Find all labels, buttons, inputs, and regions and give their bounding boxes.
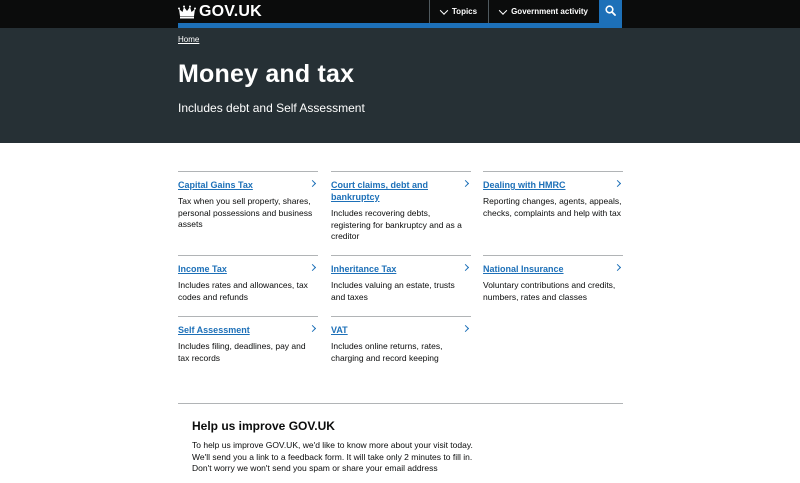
topic-link-dealing-with-hmrc[interactable] bbox=[483, 179, 623, 191]
header-nav bbox=[429, 0, 622, 23]
feedback-title: Help us improve GOV.UK bbox=[192, 419, 335, 433]
crown-icon bbox=[178, 5, 196, 19]
topic-link-label: National Insurance bbox=[483, 264, 564, 274]
topics-menu-button[interactable] bbox=[429, 0, 488, 23]
topic-link-self-assessment[interactable] bbox=[178, 324, 318, 336]
breadcrumb-home-link[interactable]: Home bbox=[178, 35, 200, 44]
topic-link-label: Capital Gains Tax bbox=[178, 180, 253, 190]
search-button[interactable] bbox=[599, 0, 622, 23]
topic-description: Includes filing, deadlines, pay and tax records bbox=[178, 341, 306, 363]
logo-text: GOV.UK bbox=[199, 3, 262, 20]
search-icon bbox=[605, 3, 616, 21]
topic-link-label: Dealing with HMRC bbox=[483, 180, 566, 190]
chevron-right-icon bbox=[309, 264, 316, 271]
chevron-right-icon bbox=[462, 325, 469, 332]
government-activity-menu-button[interactable] bbox=[488, 0, 599, 23]
topic-description: Includes online returns, rates, charging and record keeping bbox=[331, 341, 443, 363]
topic-card bbox=[178, 255, 318, 303]
government-activity-menu-label: Government activity bbox=[511, 7, 588, 16]
hero-container bbox=[178, 28, 622, 143]
chevron-right-icon bbox=[309, 180, 316, 187]
topic-link-court-claims-debt-bankruptcy[interactable] bbox=[331, 179, 471, 203]
page-title: Money and tax bbox=[178, 60, 355, 88]
chevron-right-icon bbox=[462, 264, 469, 271]
topic-description: Includes valuing an estate, trusts and taxes bbox=[331, 280, 455, 302]
topic-link-label: Income Tax bbox=[178, 264, 227, 274]
topic-link-vat[interactable] bbox=[331, 324, 471, 336]
topic-link-label: Court claims, debt and bankruptcy bbox=[331, 180, 429, 202]
topics-menu-label: Topics bbox=[451, 7, 478, 16]
topic-link-inheritance-tax[interactable] bbox=[331, 263, 471, 275]
chevron-down-icon bbox=[499, 6, 507, 14]
topic-link-income-tax[interactable] bbox=[178, 263, 318, 275]
chevron-down-icon bbox=[440, 6, 448, 14]
topic-card bbox=[178, 171, 318, 231]
topic-card bbox=[331, 316, 471, 364]
page-description: Includes debt and Self Assessment bbox=[178, 101, 365, 115]
topic-link-capital-gains-tax[interactable] bbox=[178, 179, 318, 191]
topic-description: Reporting changes, agents, appeals, checks, complaints and help with tax bbox=[483, 196, 622, 218]
topic-description: Tax when you sell property, shares, personal possessions and business assets bbox=[178, 196, 313, 229]
govuk-logo-link[interactable] bbox=[178, 3, 262, 21]
chevron-right-icon bbox=[614, 264, 621, 271]
topic-card bbox=[178, 316, 318, 364]
topic-description: Voluntary contributions and credits, numbers, rates and classes bbox=[483, 280, 616, 302]
topic-card bbox=[331, 255, 471, 303]
topic-link-national-insurance[interactable] bbox=[483, 263, 623, 275]
chevron-right-icon bbox=[309, 325, 316, 332]
chevron-right-icon bbox=[614, 180, 621, 187]
feedback-section bbox=[178, 403, 623, 483]
topic-description: Includes recovering debts, registering for bankruptcy and as a creditor bbox=[331, 208, 462, 241]
topic-card bbox=[483, 255, 623, 303]
feedback-text: To help us improve GOV.UK, we'd like to know more about your visit today. We'll send you a link to a feedback form. It will take only 2 minutes to fill in. Don't worry we won't send you spam or share your email address bbox=[192, 440, 473, 473]
chevron-right-icon bbox=[462, 180, 469, 187]
topic-link-label: Inheritance Tax bbox=[331, 264, 397, 274]
hero-banner bbox=[0, 28, 800, 143]
topic-link-label: VAT bbox=[331, 325, 348, 335]
site-header bbox=[0, 0, 800, 28]
topic-description: Includes rates and allowances, tax codes and refunds bbox=[178, 280, 308, 302]
topic-card bbox=[483, 171, 623, 219]
topic-card bbox=[331, 171, 471, 243]
topic-link-label: Self Assessment bbox=[178, 325, 250, 335]
